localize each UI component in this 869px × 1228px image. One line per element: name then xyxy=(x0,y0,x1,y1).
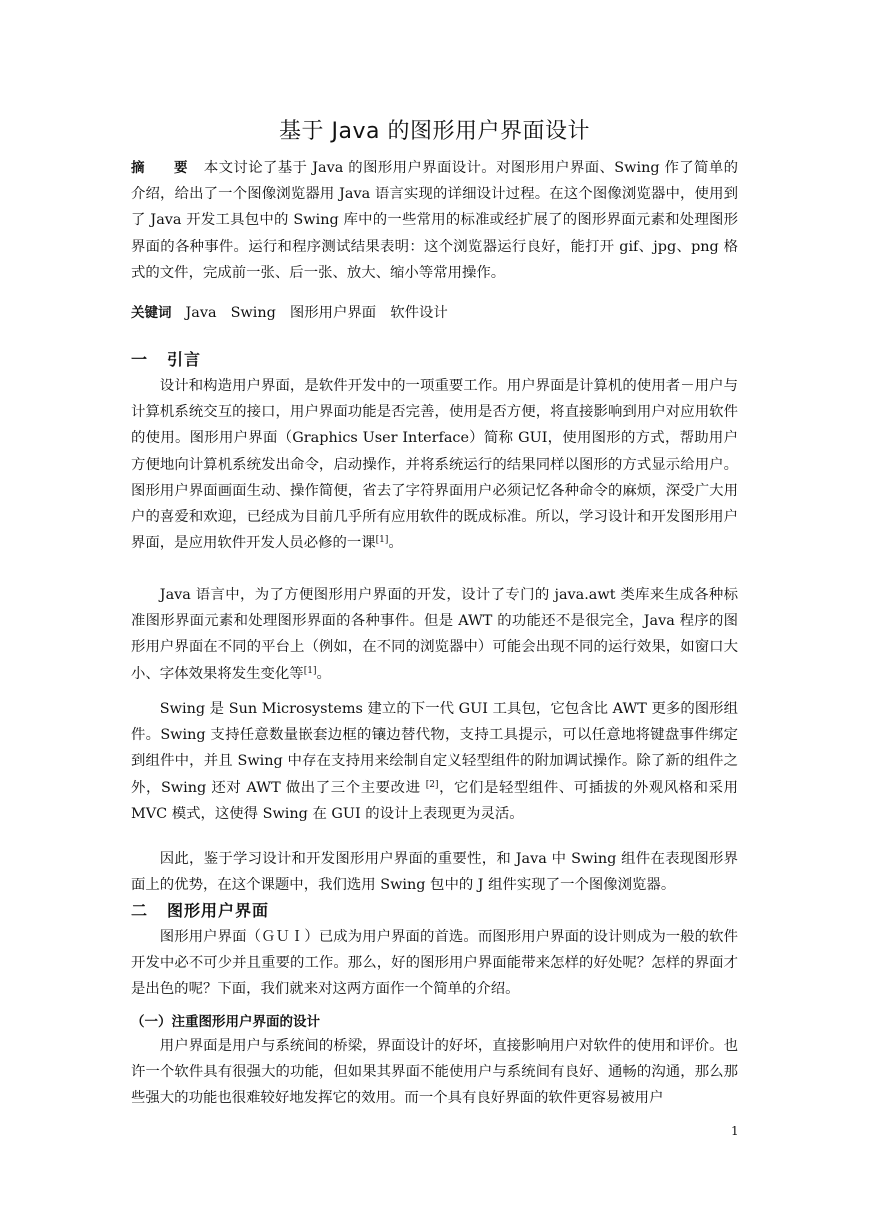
abstract xyxy=(131,155,738,286)
abstract-text: 本文讨论了基于 Java 的图形用户界面设计。对图形用户界面、Swing 作了简单的介绍，给出了一个图像浏览器用 Java 语言实现的详细设计过程。在这个图像浏览器中，使用到了 Java 开发工具包中的 Swing 库中的一些常用的标准或经扩展了的图形界面元素和处理图形界面的各种事件。运行和程序测试结果表明：这个浏览器运行良好，能打开 gif、jpg、png 格式的文件，完成前一张、后一张、放大、缩小等常用操作。 xyxy=(131,160,739,281)
paragraph-end: 。 xyxy=(316,665,331,682)
keywords-label: 关键词 xyxy=(131,305,172,321)
paragraph-text: ，它们是轻型组件、可插拔的外观风格和采用 MVC 模式，这使得 Swing 在 GUI 的设计上表现更为灵活。 xyxy=(131,779,738,822)
paragraph-text: 设计和构造用户界面，是软件开发中的一项重要工作。用户界面是计算机的使用者－用户与计算机系统交互的接口，用户界面功能是否完善，使用是否方便，将直接影响到用户对应用软件的使用。图形用户界面（Graphics User Interface）简称 GUI，使用图形的方式，帮助用户方便地向计算机系统发出命令，启动操作，并将系统运行的结果同样以图形的方式显示给用户。图形用户界面画面生动、操作简便，省去了字符界面用户必须记忆各种命令的麻烦，深受广大用户的喜爱和欢迎，已经成为目前几乎所有应用软件的既成标准。所以，学习设计和开发图形用户界面，是应用软件开发人员必修的一课 xyxy=(131,378,738,552)
section-heading xyxy=(131,898,269,921)
paragraph-end: 。 xyxy=(388,535,403,552)
section-title: 图形用户界面 xyxy=(167,901,270,920)
keywords xyxy=(131,300,738,326)
section-number: 二 xyxy=(131,901,149,920)
paragraph: 因此，鉴于学习设计和开发图形用户界面的重要性，和 Java 中 Swing 组件在表现图形界面上的优势，在这个课题中，我们选用 Swing 包中的 J 组件实现了一个图像浏览器。 xyxy=(131,851,738,894)
paragraph: 用户界面是用户与系统间的桥梁，界面设计的好坏，直接影响用户对软件的使用和评价。也许一个软件具有很强大的功能，但如果其界面不能使用户与系统间有良好、通畅的沟通，那么那些强大的功能也很难较好地发挥它的效用。而一个具有良好界面的软件更容易被用户 xyxy=(131,1038,738,1107)
paragraph xyxy=(131,582,738,687)
paragraph xyxy=(131,373,738,556)
keyword-item: Java xyxy=(185,305,217,321)
paragraph-text: Swing 是 Sun Microsystems 建立的下一代 GUI 工具包，它包含比 AWT 更多的图形组件。Swing 支持任意数量嵌套边框的镶边替代物，支持工具提示，可以任意地将键盘事件绑定到组件中，并且 Swing 中存在支持用来绘制自定义轻型组件的附加调试操作。除了新的组件之外，Swing 还对 AWT 做出了三个主要改进 xyxy=(131,701,738,796)
document-title: 基于 Java 的图形用户界面设计 xyxy=(279,119,590,144)
citation: [1] xyxy=(375,535,389,546)
paragraph-text: Java 语言中，为了方便图形用户界面的开发，设计了专门的 java.awt 类库来生成各种标准图形界面元素和处理图形界面的各种事件。但是 AWT 的功能还不是很完全，Java 程序的图形用户界面在不同的平台上（例如，在不同的浏览器中）可能会出现不同的运行效果，如窗口大小、字体效果将发生变化等 xyxy=(131,587,738,682)
section-heading xyxy=(131,347,201,370)
citation: [1] xyxy=(303,665,317,676)
paragraph xyxy=(131,696,738,827)
keyword-item: Swing xyxy=(230,305,276,321)
abstract-label: 摘 要 xyxy=(131,160,200,176)
keyword-item: 图形用户界面 xyxy=(289,305,377,321)
page-number: 1 xyxy=(731,1124,739,1138)
keyword-item: 软件设计 xyxy=(390,305,448,321)
subsection-heading: （一）注重图形用户界面的设计 xyxy=(131,1014,320,1030)
citation: [2] xyxy=(425,779,439,790)
section-title: 引言 xyxy=(167,350,202,369)
paragraph: 图形用户界面（ＧＵＩ）已成为用户界面的首选。而图形用户界面的设计则成为一般的软件开发中必不可少并且重要的工作。那么，好的图形用户界面能带来怎样的好处呢？怎样的界面才是出色的呢？下面，我们就来对这两方面作一个简单的介绍。 xyxy=(131,929,738,998)
section-number: 一 xyxy=(131,350,149,369)
